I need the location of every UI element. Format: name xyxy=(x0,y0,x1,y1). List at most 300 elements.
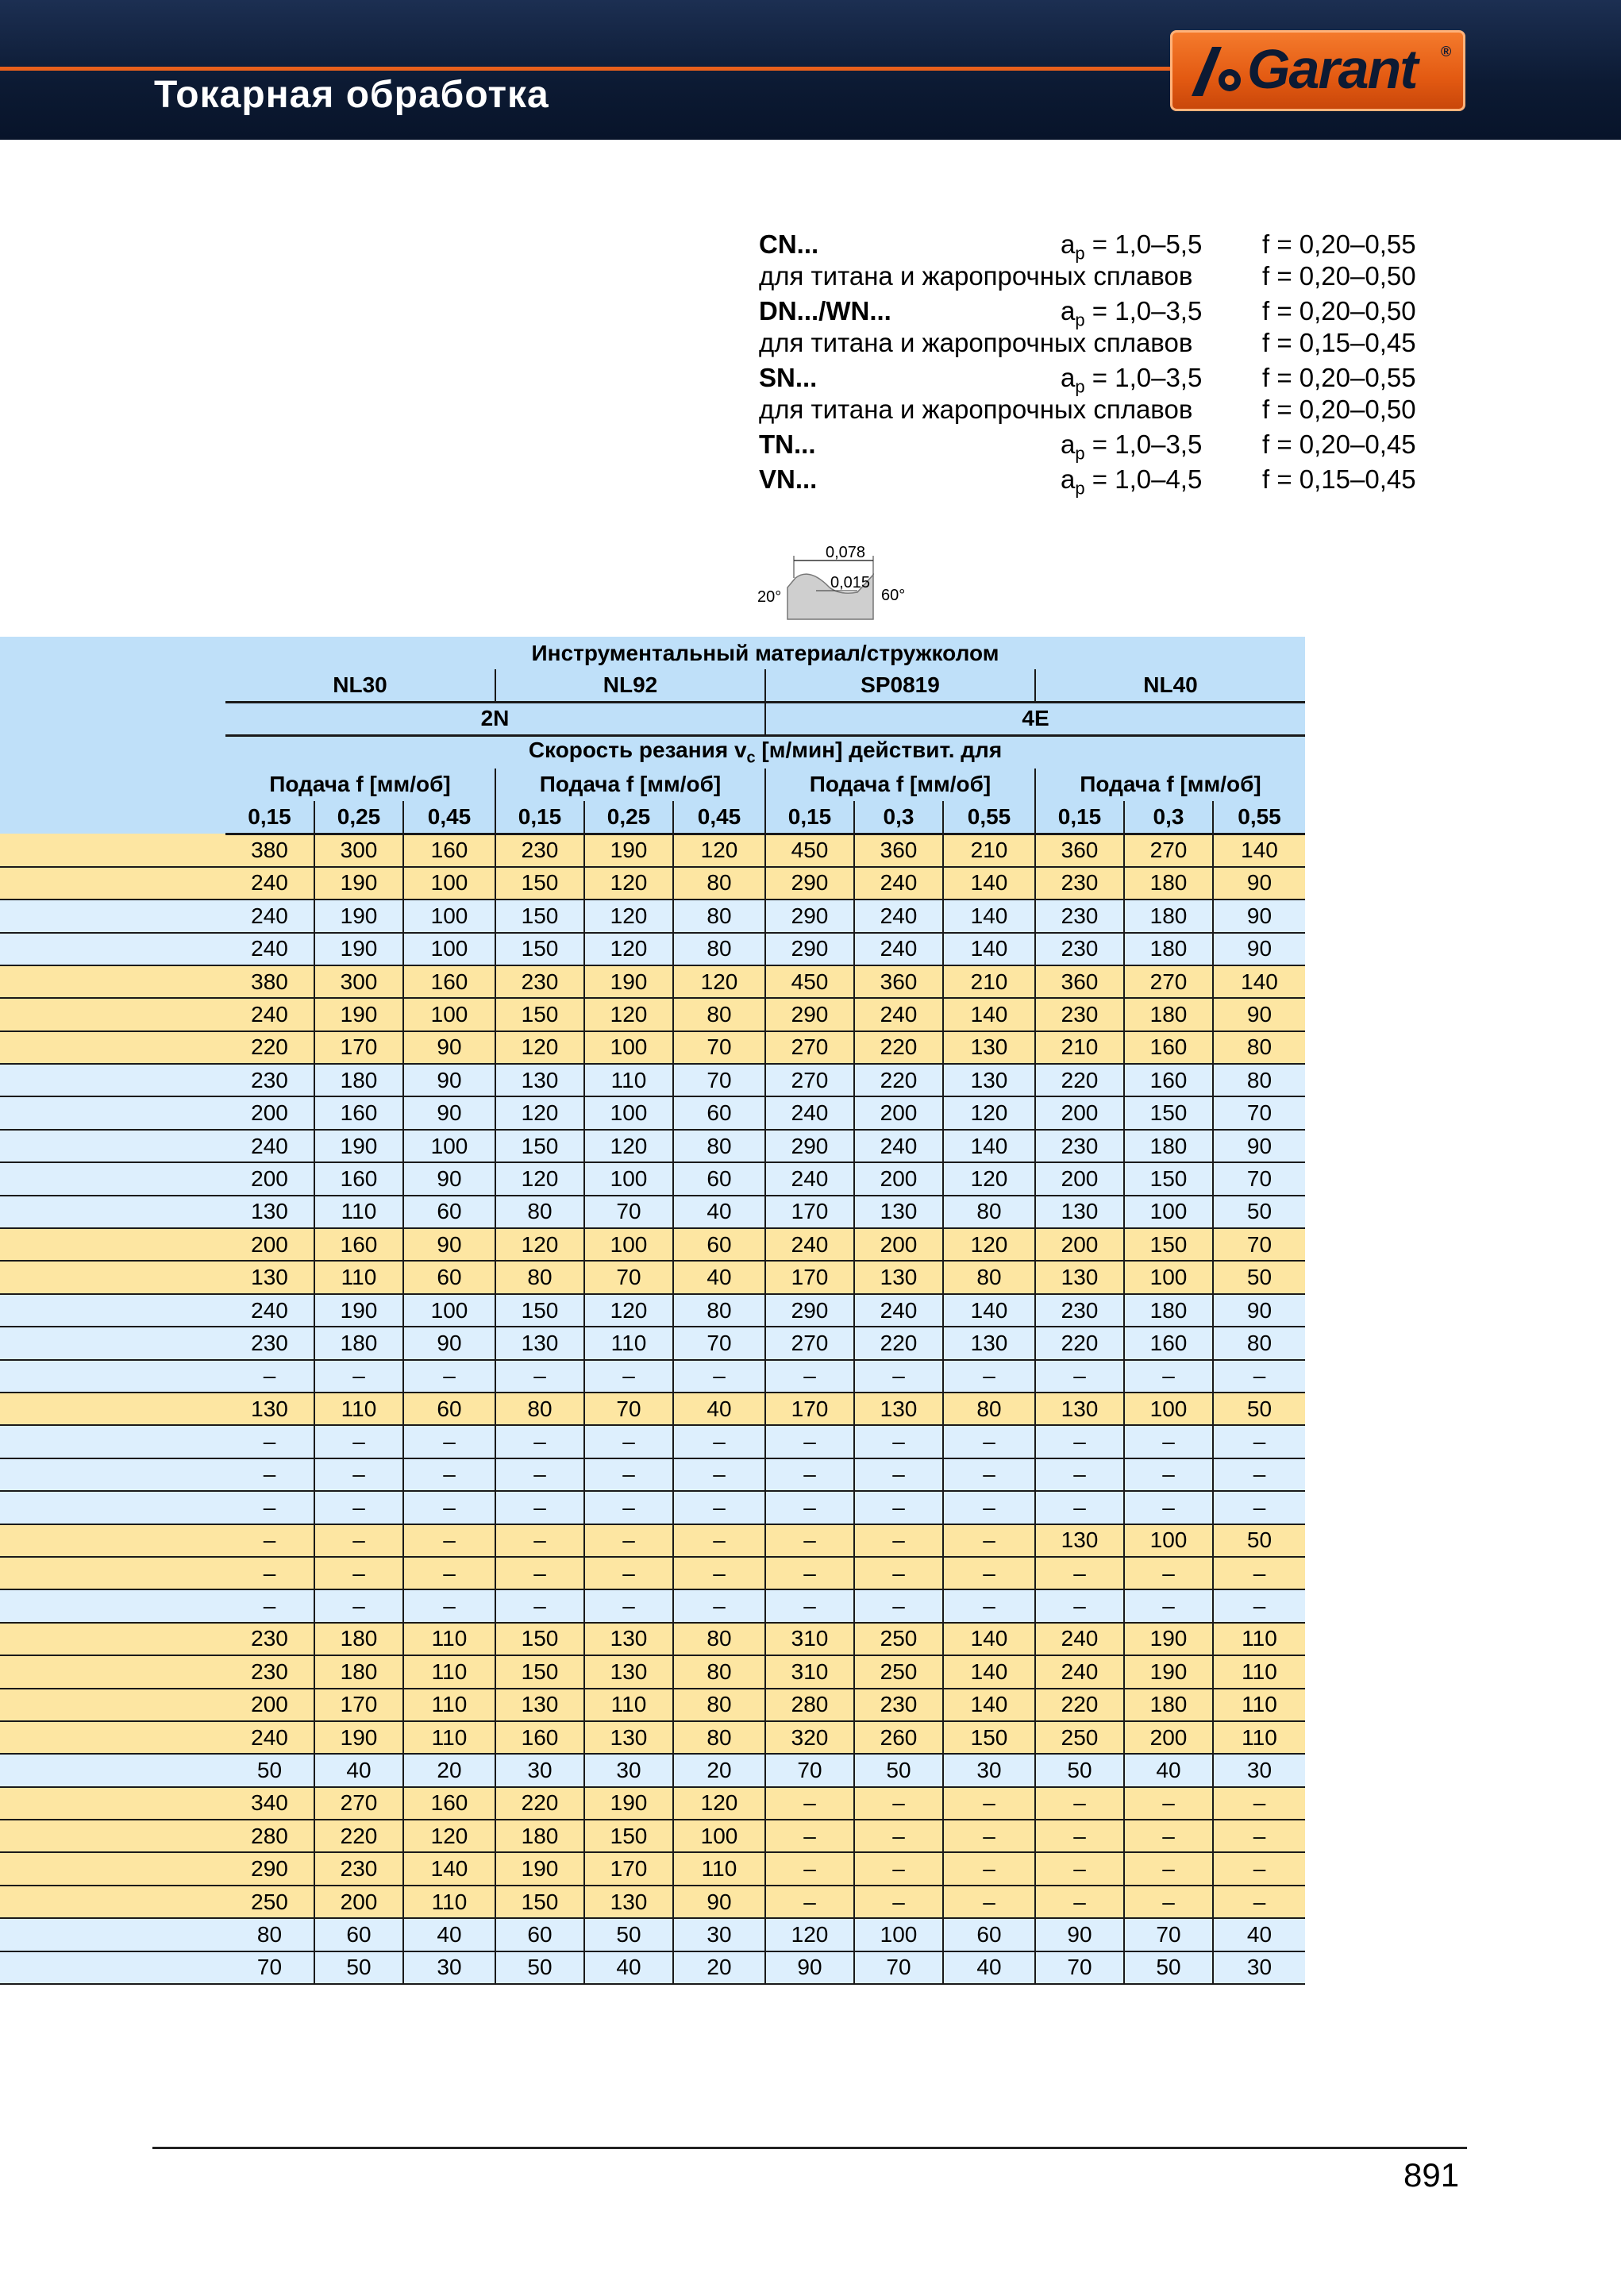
table-cell: 220 xyxy=(854,1031,943,1064)
table-cell: – xyxy=(584,1524,673,1557)
table-cell: 230 xyxy=(1035,900,1124,932)
row-lead-cell xyxy=(0,965,225,998)
spec-name: VN... xyxy=(759,464,818,494)
table-cell: 130 xyxy=(584,1886,673,1918)
table-cell: – xyxy=(854,1524,943,1557)
table-cell: 110 xyxy=(403,1721,495,1754)
table-cell: 110 xyxy=(584,1064,673,1096)
table-cell: 40 xyxy=(673,1261,765,1293)
table-row xyxy=(0,1360,1305,1393)
table-cell: 60 xyxy=(403,1393,495,1425)
table-cell: 160 xyxy=(403,834,495,866)
breaker-4e: 4E xyxy=(765,703,1305,735)
table-cell: – xyxy=(495,1589,584,1622)
table-cell: – xyxy=(584,1425,673,1458)
table-cell: – xyxy=(584,1360,673,1393)
table-cell: 220 xyxy=(1035,1327,1124,1359)
table-cell: 110 xyxy=(403,1689,495,1721)
table-cell: 110 xyxy=(1213,1721,1305,1754)
table-cell: – xyxy=(1035,1491,1124,1524)
table-cell: – xyxy=(673,1589,765,1622)
spec-note: для титана и жаропрочных сплавов xyxy=(759,261,1193,291)
table-cell: – xyxy=(765,1360,854,1393)
table-cell: 150 xyxy=(943,1721,1035,1754)
table-cell: 130 xyxy=(584,1623,673,1655)
table-cell: 240 xyxy=(854,933,943,965)
spec-note: для титана и жаропрочных сплавов xyxy=(759,328,1193,357)
table-cell: 150 xyxy=(1124,1096,1213,1129)
table-cell: – xyxy=(1213,1360,1305,1393)
table-cell: 120 xyxy=(943,1162,1035,1195)
table-cell: 240 xyxy=(225,900,314,932)
table-cell: 180 xyxy=(1124,933,1213,965)
table-cell: 240 xyxy=(225,998,314,1031)
table-cell: 130 xyxy=(495,1064,584,1096)
angle-right: 60° xyxy=(881,587,906,604)
insert-spec-list xyxy=(759,229,1426,499)
table-cell: – xyxy=(673,1557,765,1589)
feed-value: 0,3 xyxy=(854,801,943,834)
table-cell: 50 xyxy=(1213,1261,1305,1293)
feed-value: 0,3 xyxy=(1124,801,1213,834)
row-lead-cell xyxy=(0,1327,225,1359)
table-cell: 230 xyxy=(225,1623,314,1655)
table-cell: 100 xyxy=(403,1294,495,1327)
table-cell: 70 xyxy=(584,1393,673,1425)
table-cell: 170 xyxy=(314,1031,403,1064)
table-cell: 230 xyxy=(1035,1294,1124,1327)
table-cell: 40 xyxy=(314,1754,403,1786)
feed-label: Подача f [мм/об] xyxy=(225,769,495,801)
feed-value: 0,45 xyxy=(673,801,765,834)
table-cell: 230 xyxy=(495,834,584,866)
table-cell: 120 xyxy=(673,1787,765,1820)
table-cell: – xyxy=(314,1458,403,1491)
dimension-inner: 0,015 xyxy=(830,574,871,591)
ap-value: = 1,0–3,5 xyxy=(1084,363,1203,392)
table-cell: 230 xyxy=(1035,1130,1124,1162)
table-cell: – xyxy=(403,1425,495,1458)
table-cell: 230 xyxy=(225,1655,314,1688)
table-cell: 30 xyxy=(1213,1951,1305,1984)
table-cell: – xyxy=(854,1787,943,1820)
table-cell: 40 xyxy=(584,1951,673,1984)
table-cell: 240 xyxy=(765,1096,854,1129)
table-cell: 50 xyxy=(314,1951,403,1984)
feed-value: 0,15 xyxy=(765,801,854,834)
table-cell: 190 xyxy=(314,933,403,965)
table-cell: 310 xyxy=(765,1655,854,1688)
page-header xyxy=(0,0,1621,140)
table-cell: 220 xyxy=(854,1064,943,1096)
spec-f: f = 0,20–0,55 xyxy=(1262,229,1416,259)
table-row xyxy=(0,1425,1305,1458)
table-cell: 190 xyxy=(584,834,673,866)
table-cell: 70 xyxy=(673,1031,765,1064)
table-cell: 120 xyxy=(765,1918,854,1951)
row-lead-cell xyxy=(0,1852,225,1885)
table-cell: 340 xyxy=(225,1787,314,1820)
speed-sub: c xyxy=(746,749,756,767)
table-cell: 90 xyxy=(403,1327,495,1359)
table-cell: 240 xyxy=(225,1294,314,1327)
table-cell: – xyxy=(225,1458,314,1491)
table-cell: – xyxy=(314,1491,403,1524)
table-cell: 130 xyxy=(943,1064,1035,1096)
spec-name: TN... xyxy=(759,430,816,459)
table-cell: 160 xyxy=(1124,1031,1213,1064)
table-cell: 110 xyxy=(1213,1623,1305,1655)
table-cell: – xyxy=(495,1360,584,1393)
table-cell: 20 xyxy=(403,1754,495,1786)
table-cell: – xyxy=(673,1524,765,1557)
angle-left: 20° xyxy=(757,588,782,606)
table-cell: – xyxy=(854,1886,943,1918)
row-lead-cell xyxy=(0,1031,225,1064)
table-cell: – xyxy=(1124,1425,1213,1458)
table-cell: 30 xyxy=(943,1754,1035,1786)
table-cell: 180 xyxy=(1124,998,1213,1031)
spec-f: f = 0,15–0,45 xyxy=(1262,464,1416,494)
table-cell: 250 xyxy=(225,1886,314,1918)
table-cell: 40 xyxy=(673,1196,765,1228)
table-cell: 160 xyxy=(1124,1327,1213,1359)
table-cell: 100 xyxy=(584,1031,673,1064)
table-cell: 100 xyxy=(673,1820,765,1852)
table-cell: 180 xyxy=(314,1064,403,1096)
table-cell: 130 xyxy=(854,1196,943,1228)
table-cell: 120 xyxy=(584,900,673,932)
table-cell: – xyxy=(673,1360,765,1393)
table-cell: 130 xyxy=(1035,1261,1124,1293)
table-cell: – xyxy=(403,1491,495,1524)
table-cell: – xyxy=(765,1787,854,1820)
table-cell: 130 xyxy=(943,1031,1035,1064)
row-lead-cell xyxy=(0,1261,225,1293)
table-cell: 70 xyxy=(673,1327,765,1359)
table-cell: 110 xyxy=(403,1886,495,1918)
table-cell: – xyxy=(495,1458,584,1491)
table-cell: 80 xyxy=(943,1393,1035,1425)
table-cell: 360 xyxy=(1035,965,1124,998)
table-cell: 120 xyxy=(584,1130,673,1162)
row-lead-cell xyxy=(0,1524,225,1557)
table-cell: 450 xyxy=(765,965,854,998)
table-cell: – xyxy=(1213,1425,1305,1458)
table-cell: 30 xyxy=(1213,1754,1305,1786)
spec-ap xyxy=(1061,464,1202,505)
table-cell: 320 xyxy=(765,1721,854,1754)
table-cell: 240 xyxy=(225,933,314,965)
table-cell: 100 xyxy=(403,998,495,1031)
row-lead-cell xyxy=(0,1196,225,1228)
spec-row-tn xyxy=(759,429,1426,464)
table-cell: – xyxy=(765,1589,854,1622)
table-cell: 170 xyxy=(765,1261,854,1293)
table-cell: – xyxy=(1035,1787,1124,1820)
row-lead-cell xyxy=(0,1130,225,1162)
table-cell: 130 xyxy=(495,1327,584,1359)
table-cell: 80 xyxy=(1213,1031,1305,1064)
table-cell: 40 xyxy=(1213,1918,1305,1951)
table-cell: 240 xyxy=(1035,1623,1124,1655)
table-cell: 360 xyxy=(854,834,943,866)
table-cell: – xyxy=(673,1458,765,1491)
row-lead-cell xyxy=(0,1162,225,1195)
table-cell: 230 xyxy=(314,1852,403,1885)
table-cell: 220 xyxy=(1035,1689,1124,1721)
table-cell: 190 xyxy=(584,965,673,998)
table-cell: 50 xyxy=(225,1754,314,1786)
table-cell: – xyxy=(403,1557,495,1589)
table-cell: 80 xyxy=(673,1294,765,1327)
table-cell: 30 xyxy=(403,1951,495,1984)
table-cell: – xyxy=(765,1820,854,1852)
table-cell: 190 xyxy=(314,1130,403,1162)
table-cell: – xyxy=(403,1524,495,1557)
table-cell: 450 xyxy=(765,834,854,866)
spec-f: f = 0,20–0,50 xyxy=(1262,296,1416,326)
table-cell: 100 xyxy=(1124,1261,1213,1293)
table-cell: 240 xyxy=(854,1130,943,1162)
table-cell: – xyxy=(225,1524,314,1557)
table-cell: 130 xyxy=(854,1393,943,1425)
table-cell: 110 xyxy=(314,1393,403,1425)
spec-note-f: f = 0,15–0,45 xyxy=(1262,328,1416,357)
table-cell: 40 xyxy=(403,1918,495,1951)
table-cell: 110 xyxy=(584,1689,673,1721)
table-cell: 120 xyxy=(584,867,673,900)
table-cell: 90 xyxy=(1213,933,1305,965)
table-row xyxy=(0,1031,1305,1064)
table-cell: 200 xyxy=(854,1228,943,1261)
table-cell: 100 xyxy=(1124,1524,1213,1557)
row-lead-cell xyxy=(0,1557,225,1589)
table-row xyxy=(0,1294,1305,1327)
table-row xyxy=(0,1655,1305,1688)
table-cell: 90 xyxy=(1213,1294,1305,1327)
table-cell: 240 xyxy=(854,1294,943,1327)
table-cell: 120 xyxy=(495,1162,584,1195)
table-cell: 130 xyxy=(584,1721,673,1754)
table-cell: 150 xyxy=(1124,1228,1213,1261)
table-cell: – xyxy=(1213,1820,1305,1852)
table-cell: 180 xyxy=(495,1820,584,1852)
table-cell: 250 xyxy=(1035,1721,1124,1754)
table-row xyxy=(0,1327,1305,1359)
feed-value: 0,45 xyxy=(403,801,495,834)
row-lead-cell xyxy=(0,1458,225,1491)
table-cell: 200 xyxy=(225,1689,314,1721)
table-cell: 110 xyxy=(403,1623,495,1655)
table-cell: 110 xyxy=(403,1655,495,1688)
table-cell: 240 xyxy=(225,867,314,900)
table-cell: 160 xyxy=(403,965,495,998)
row-lead-cell xyxy=(0,1064,225,1096)
table-cell: 290 xyxy=(225,1852,314,1885)
row-lead-cell xyxy=(0,1655,225,1688)
table-cell: 170 xyxy=(765,1393,854,1425)
spec-note-f: f = 0,20–0,50 xyxy=(1262,395,1416,424)
table-cell: 180 xyxy=(314,1623,403,1655)
table-cell: 60 xyxy=(673,1096,765,1129)
header-accent-line xyxy=(0,67,1175,71)
table-cell: – xyxy=(943,1360,1035,1393)
table-cell: 310 xyxy=(765,1623,854,1655)
table-cell: 70 xyxy=(584,1261,673,1293)
logo-wordmark: Garant xyxy=(1247,38,1417,100)
ap-label: a xyxy=(1061,430,1076,459)
feed-value: 0,15 xyxy=(225,801,314,834)
table-cell: 230 xyxy=(225,1064,314,1096)
table-cell: 80 xyxy=(673,1130,765,1162)
table-cell: – xyxy=(943,1852,1035,1885)
feed-value: 0,15 xyxy=(495,801,584,834)
table-cell: 20 xyxy=(673,1951,765,1984)
table-cell: – xyxy=(495,1557,584,1589)
table-cell: – xyxy=(314,1425,403,1458)
table-cell: – xyxy=(943,1524,1035,1557)
header-row-speed xyxy=(0,735,1305,768)
ap-label: a xyxy=(1061,363,1076,392)
table-cell: – xyxy=(765,1557,854,1589)
table-cell: 80 xyxy=(673,900,765,932)
table-row xyxy=(0,1393,1305,1425)
table-row xyxy=(0,1721,1305,1754)
table-cell: – xyxy=(765,1886,854,1918)
table-cell: 240 xyxy=(854,867,943,900)
table-cell: 50 xyxy=(1035,1754,1124,1786)
table-cell: 360 xyxy=(854,965,943,998)
table-cell: 80 xyxy=(673,933,765,965)
row-lead-cell xyxy=(0,1425,225,1458)
table-cell: 130 xyxy=(225,1196,314,1228)
table-cell: 90 xyxy=(765,1951,854,1984)
ap-value: = 1,0–3,5 xyxy=(1084,296,1203,326)
table-cell: 170 xyxy=(314,1689,403,1721)
table-cell: 290 xyxy=(765,867,854,900)
table-cell: 150 xyxy=(584,1820,673,1852)
table-cell: 200 xyxy=(1035,1228,1124,1261)
spec-f: f = 0,20–0,45 xyxy=(1262,430,1416,459)
table-cell: 90 xyxy=(403,1031,495,1064)
table-cell: 230 xyxy=(1035,867,1124,900)
table-cell: – xyxy=(854,1458,943,1491)
table-cell: – xyxy=(1124,1491,1213,1524)
table-cell: 120 xyxy=(673,965,765,998)
table-cell: – xyxy=(854,1491,943,1524)
table-row xyxy=(0,1064,1305,1096)
spec-name: CN... xyxy=(759,229,819,259)
garant-logo xyxy=(1170,30,1465,111)
table-cell: 70 xyxy=(854,1951,943,1984)
table-cell: – xyxy=(1124,1360,1213,1393)
table-cell: 60 xyxy=(495,1918,584,1951)
table-cell: – xyxy=(403,1458,495,1491)
table-cell: 30 xyxy=(495,1754,584,1786)
table-cell: – xyxy=(584,1458,673,1491)
table-cell: 240 xyxy=(854,900,943,932)
spec-row-vn xyxy=(759,464,1426,499)
table-cell: 180 xyxy=(1124,900,1213,932)
table-cell: 200 xyxy=(1035,1162,1124,1195)
row-lead-cell xyxy=(0,1228,225,1261)
ap-sub: p xyxy=(1075,243,1085,264)
table-cell: 290 xyxy=(765,998,854,1031)
table-cell: 130 xyxy=(943,1327,1035,1359)
table-cell: – xyxy=(765,1491,854,1524)
row-lead-cell xyxy=(0,1491,225,1524)
table-cell: 300 xyxy=(314,834,403,866)
ap-value: = 1,0–3,5 xyxy=(1084,430,1203,459)
grade-nl92: NL92 xyxy=(495,669,765,702)
row-lead-cell xyxy=(0,867,225,900)
table-cell: 160 xyxy=(314,1096,403,1129)
table-cell: 170 xyxy=(584,1852,673,1885)
ap-value: = 1,0–4,5 xyxy=(1084,464,1203,494)
table-cell: – xyxy=(943,1787,1035,1820)
table-cell: 250 xyxy=(854,1623,943,1655)
table-cell: 220 xyxy=(225,1031,314,1064)
table-cell: 70 xyxy=(225,1951,314,1984)
table-cell: 60 xyxy=(403,1261,495,1293)
footer-rule xyxy=(152,2147,1467,2149)
table-cell: 210 xyxy=(1035,1031,1124,1064)
table-cell: – xyxy=(225,1491,314,1524)
table-cell: 210 xyxy=(943,834,1035,866)
table-cell: 240 xyxy=(225,1130,314,1162)
table-cell: 200 xyxy=(225,1096,314,1129)
spec-name: SN... xyxy=(759,363,818,392)
table-cell: – xyxy=(943,1425,1035,1458)
table-cell: 40 xyxy=(1124,1754,1213,1786)
table-cell: 140 xyxy=(943,867,1035,900)
registered-mark: ® xyxy=(1441,44,1452,60)
table-cell: 100 xyxy=(403,867,495,900)
row-lead-cell xyxy=(0,1096,225,1129)
table-cell: 190 xyxy=(495,1852,584,1885)
table-cell: 130 xyxy=(584,1655,673,1688)
table-cell: 90 xyxy=(1213,998,1305,1031)
table-cell: 80 xyxy=(673,1721,765,1754)
table-cell: 160 xyxy=(314,1162,403,1195)
speed-suffix: [м/мин] действит. для xyxy=(755,737,1003,762)
table-cell: – xyxy=(765,1524,854,1557)
table-cell: 290 xyxy=(765,933,854,965)
header-row-feed xyxy=(0,769,1305,801)
table-cell: – xyxy=(765,1458,854,1491)
grade-sp0819: SP0819 xyxy=(765,669,1035,702)
chipbreaker-diagram xyxy=(754,543,921,622)
table-cell: 90 xyxy=(1213,867,1305,900)
table-cell: – xyxy=(943,1589,1035,1622)
table-cell: 50 xyxy=(495,1951,584,1984)
table-cell: 180 xyxy=(1124,867,1213,900)
table-cell: 270 xyxy=(765,1031,854,1064)
table-cell: – xyxy=(1124,1852,1213,1885)
table-cell: – xyxy=(584,1589,673,1622)
table-cell: 180 xyxy=(1124,1130,1213,1162)
table-cell: 240 xyxy=(225,1721,314,1754)
feed-label: Подача f [мм/об] xyxy=(495,769,765,801)
table-cell: – xyxy=(1035,1425,1124,1458)
table-cell: 270 xyxy=(765,1327,854,1359)
ap-label: a xyxy=(1061,464,1076,494)
table-cell: 80 xyxy=(1213,1064,1305,1096)
table-cell: – xyxy=(1035,1360,1124,1393)
table-cell: 90 xyxy=(403,1096,495,1129)
feed-label: Подача f [мм/об] xyxy=(765,769,1035,801)
